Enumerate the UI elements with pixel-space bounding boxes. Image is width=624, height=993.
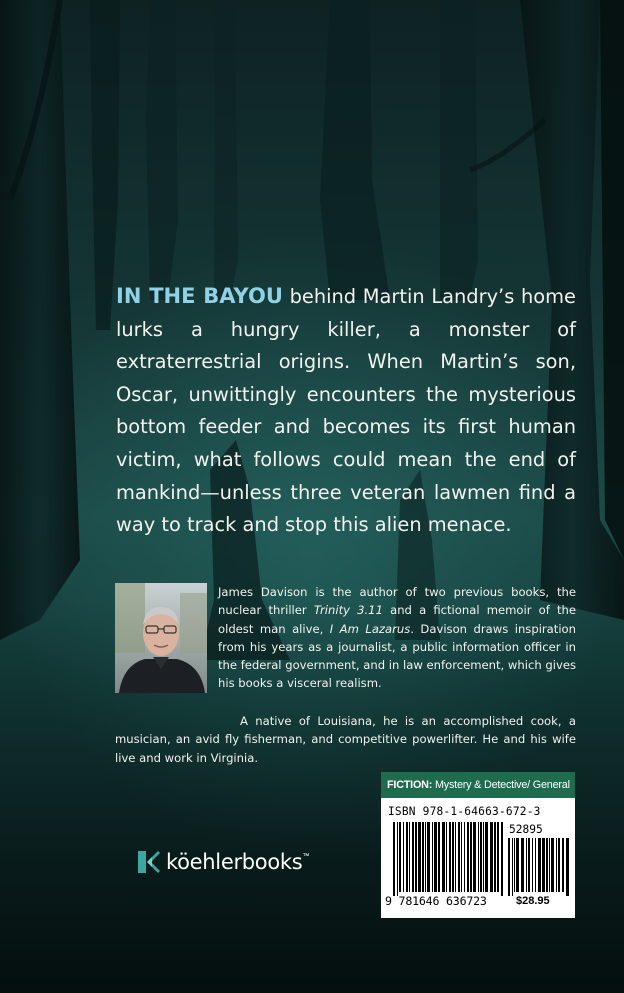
bio-text-1: James Davison is the author of two previous books, the nuclear thriller (218, 585, 576, 618)
barcode-bar (432, 822, 433, 892)
barcode-bar (399, 822, 401, 892)
barcode-bar (494, 822, 496, 892)
barcode-bar (409, 822, 410, 892)
price-code: 52895 (509, 823, 543, 836)
barcode-bar (425, 822, 426, 892)
barcode-bar (422, 822, 424, 892)
barcode-bar (558, 838, 560, 892)
barcode-bar (464, 822, 465, 892)
barcode-bar (542, 838, 545, 892)
barcode-bar (480, 822, 482, 892)
genre-value: Mystery & Detective/ General (432, 779, 570, 791)
barcode-bar (418, 822, 421, 892)
barcode-bar (415, 822, 417, 892)
author-bio (218, 583, 576, 693)
barcode-bar (546, 838, 548, 892)
author-photo (115, 583, 207, 693)
publisher-name: köehlerbooks (166, 850, 303, 874)
trademark-symbol: ™ (302, 853, 310, 860)
barcode-bar (470, 822, 472, 892)
barcode-bar (478, 822, 479, 892)
barcode-bar (483, 822, 484, 892)
barcode-bar (501, 822, 503, 896)
author-bio-paragraph-2: A native of Louisiana, he is an accomplished cook, a musician, an avid fly fisherman, and competitive powerlifter. He and his wife live and work in Virginia. (115, 714, 576, 765)
bio-text-3: . Davison draws inspiration from his years as a journalist, a public information officer in the federal government, and in law enforcement, which gives his books a visceral realism. (218, 621, 576, 691)
barcode-bar (535, 838, 536, 892)
blurb-lead: IN THE BAYOU (116, 284, 283, 308)
barcode-bar (516, 838, 519, 892)
barcode-bar (532, 838, 533, 892)
barcode-bar (562, 838, 564, 892)
barcode-bar (512, 838, 513, 896)
barcode-bar (458, 822, 460, 892)
publisher-logo (138, 849, 309, 875)
barcode-bar (455, 822, 456, 892)
barcode-bar (467, 822, 469, 892)
barcode-bar (406, 822, 408, 892)
barcode-bar (526, 838, 527, 892)
barcode-bar (434, 822, 437, 892)
barcode-bar (452, 822, 454, 892)
barcode-bar (449, 822, 451, 892)
barcode-bar (497, 822, 499, 892)
barcode-bar (556, 838, 557, 892)
barcode-bar (427, 822, 430, 892)
barcode-bar (403, 822, 404, 892)
barcode-bar (566, 838, 569, 896)
barcode-bar (442, 822, 445, 892)
barcode-bar (528, 838, 530, 892)
barcode-bar (549, 838, 550, 892)
barcode-bar (508, 838, 510, 896)
barcode-bar (485, 822, 488, 892)
book-title-trinity: Trinity 3.11 (313, 603, 383, 618)
cover-blurb (116, 280, 576, 542)
ean-digits: 9 781646 636723 (385, 894, 487, 908)
blurb-text: behind Martin Landry’s home lurks a hungry killer, a monster of extraterrestrial origins. When Martin’s son, Oscar, unwittingly encounters the mysterious bottom feeder and becomes its first human victim, what follows could mean the end of mankind—unless three veteran lawmen find a way to track and stop this alien menace. (116, 285, 576, 537)
barcode-bar (514, 838, 515, 892)
genre-label: FICTION: (387, 779, 433, 791)
barcode-box (381, 772, 575, 918)
publisher-k-icon (138, 851, 160, 873)
barcode-bar (412, 822, 414, 892)
barcode-bar (473, 822, 476, 892)
book-title-lazarus: I Am Lazarus (329, 621, 411, 636)
barcode-bar (538, 838, 541, 892)
barcode-bar (393, 822, 395, 896)
barcode-bar (521, 838, 524, 892)
barcode-bar (438, 822, 440, 892)
bio-text-2: and a fictional memoir of the oldest man alive, (218, 603, 576, 636)
barcode-bar (397, 822, 398, 896)
barcode-bar (551, 838, 554, 892)
barcode-bar (446, 822, 447, 892)
barcode-bar (490, 822, 493, 892)
book-price: $28.95 (516, 895, 550, 907)
isbn-number: ISBN 978-1-64663-672-3 (388, 805, 541, 818)
barcode-bar (461, 822, 462, 892)
